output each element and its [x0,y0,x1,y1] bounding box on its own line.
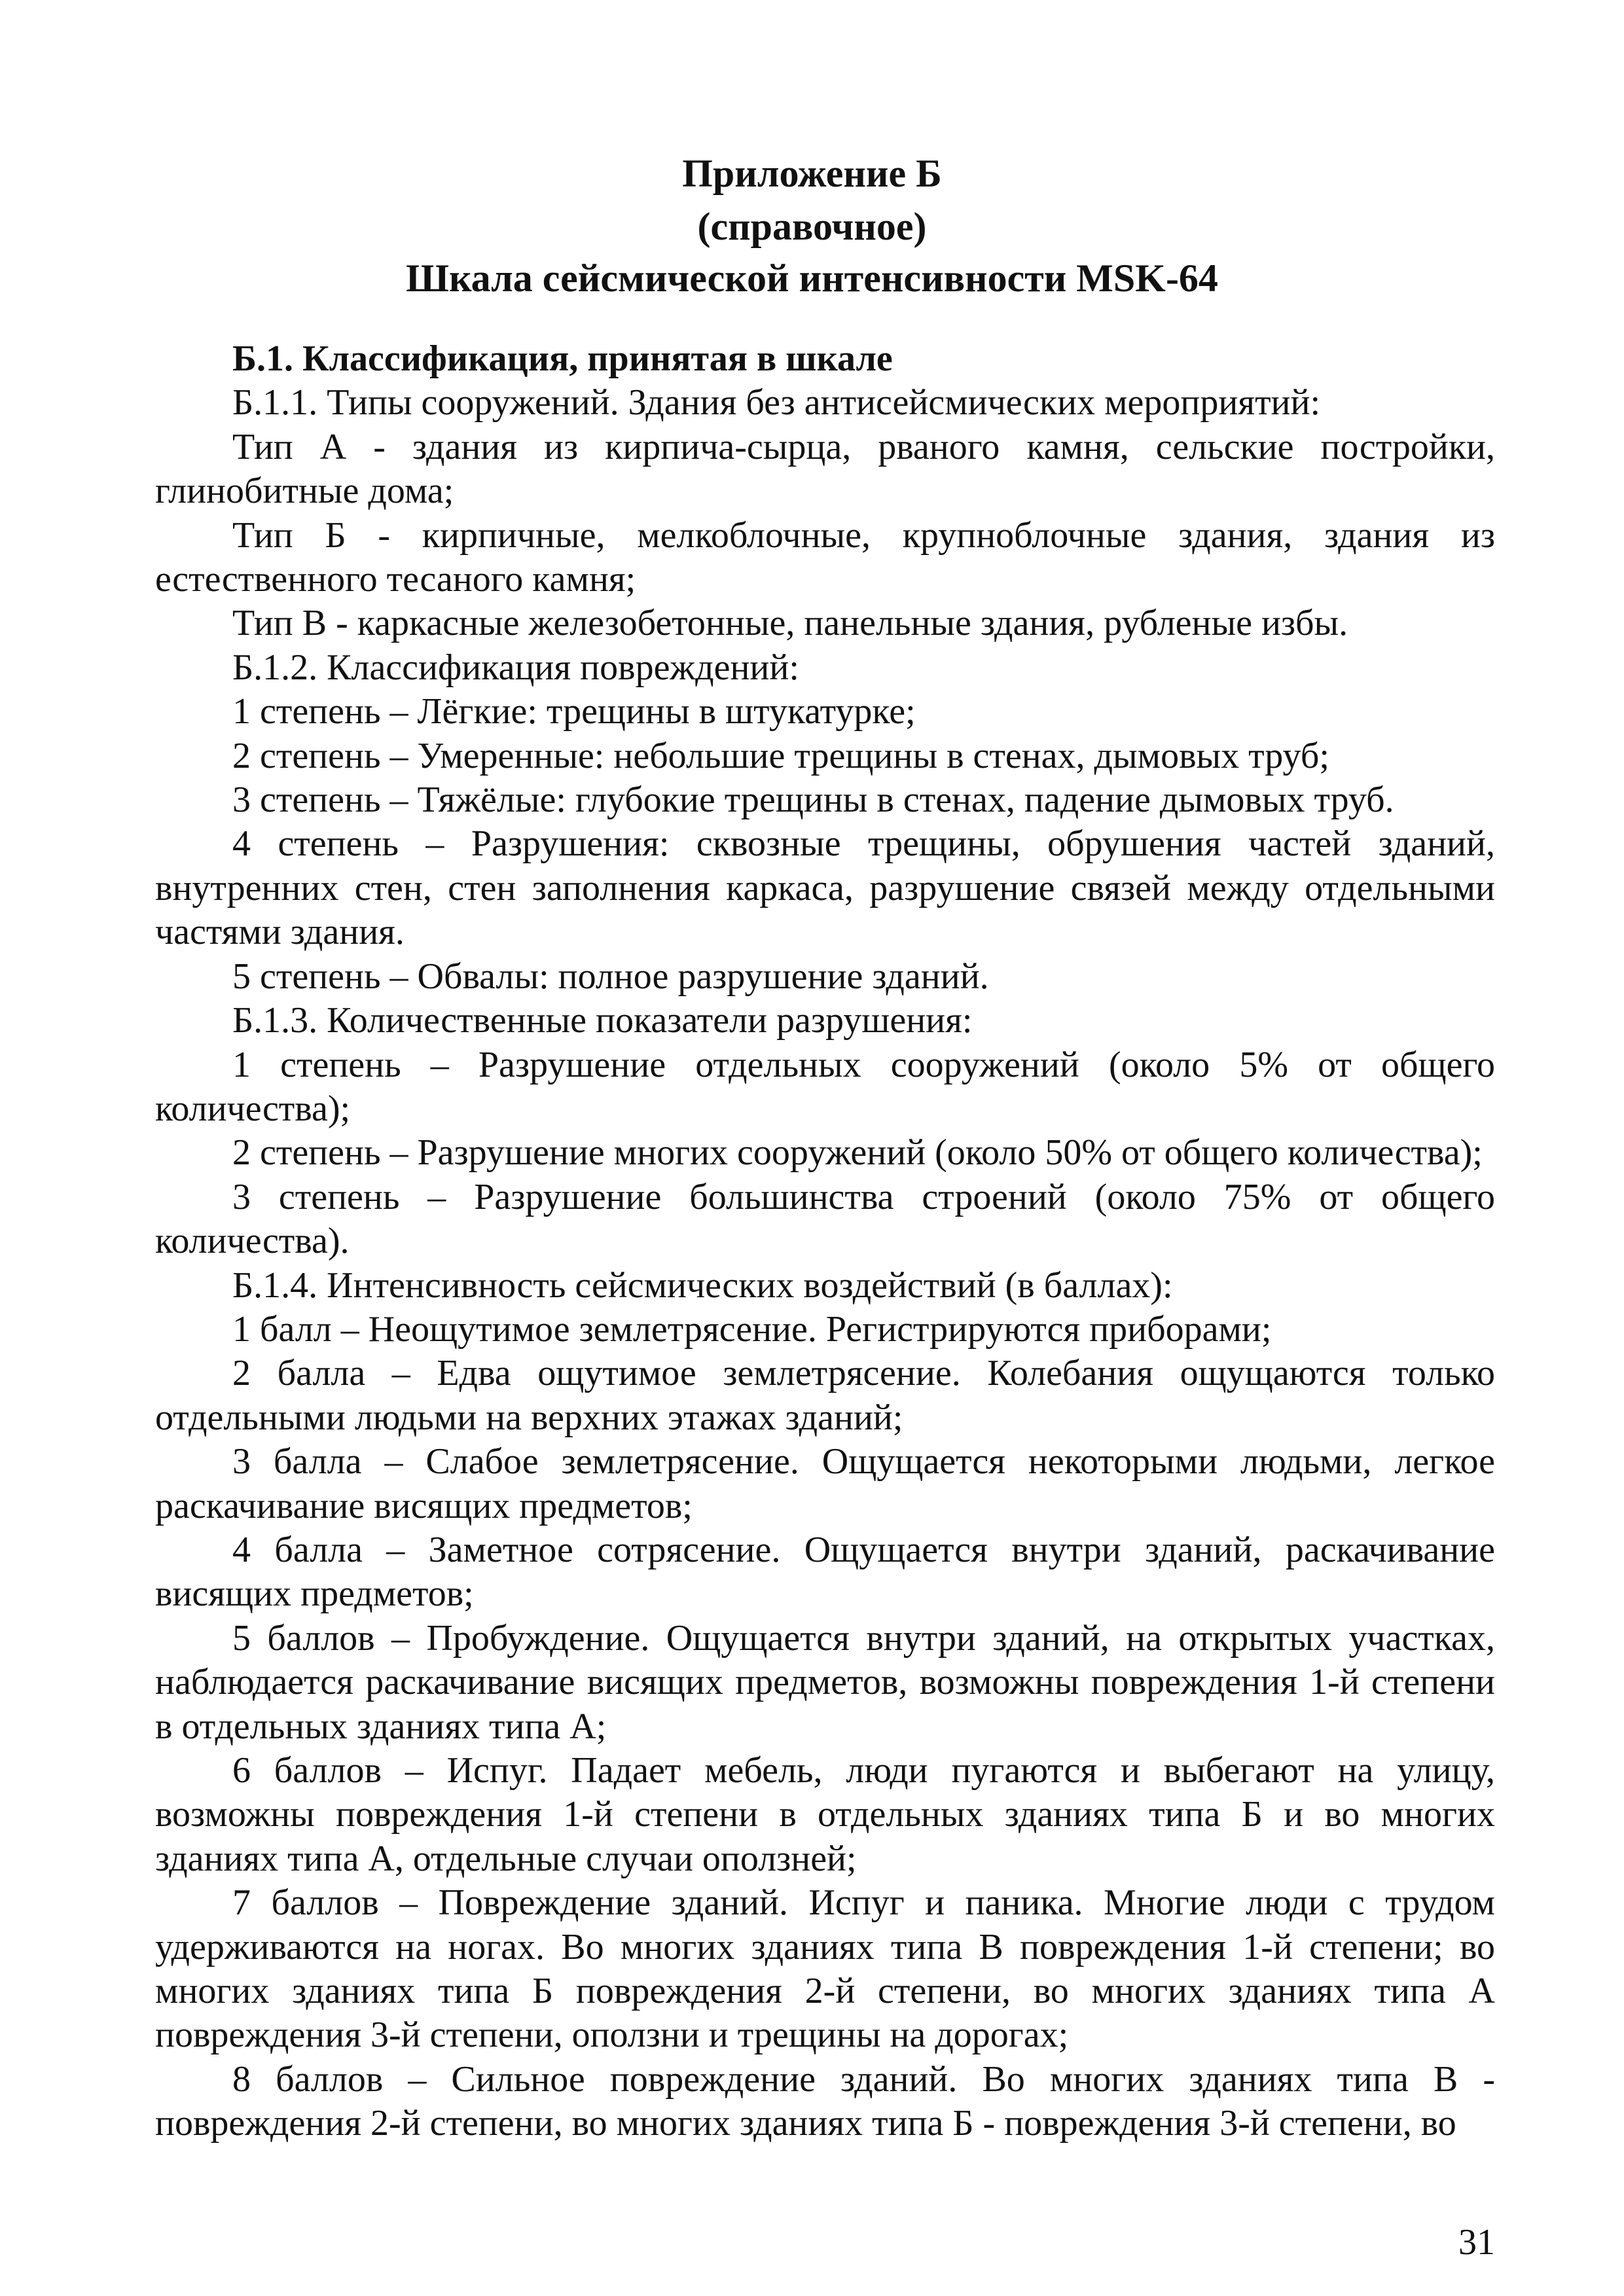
appendix-note: (справочное) [697,205,927,248]
paragraph: 1 степень – Лёгкие: трещины в штукатурке; [232,691,916,732]
paragraph: 3 степень – Разрушение большинства строений (около 75% от общего количества). [155,1176,1495,1262]
paragraph: 5 баллов – Пробуждение. Ощущается внутри зданий, на открытых участках, наблюдается раскачивание висящих предметов, возможны повреждения 1-й степени в отдельных зданиях типа А; [155,1617,1495,1747]
appendix-title: Шкала сейсмической интенсивности MSK-64 [406,257,1218,300]
appendix-heading: Приложение Б [682,152,942,195]
paragraph: Б.1.2. Классификация повреждений: [232,647,799,688]
paragraph: 4 балла – Заметное сотрясение. Ощущается внутри зданий, раскачивание висящих предметов; [155,1529,1495,1615]
paragraph: Тип Б - кирпичные, мелкоблочные, крупноблочные здания, здания из естественного тесаного камня; [155,514,1495,600]
paragraph: 1 балл – Неощутимое землетрясение. Регистрируются приборами; [232,1308,1272,1350]
paragraph: 3 степень – Тяжёлые: глубокие трещины в стенах, падение дымовых труб. [232,780,1394,821]
paragraph: 2 степень – Умеренные: небольшие трещины в стенах, дымовых труб; [232,735,1329,776]
page-number: 31 [1458,2222,1495,2263]
paragraph: 7 баллов – Повреждение зданий. Испуг и паника. Многие люди с трудом удерживаются на ногах. Во многих зданиях типа В повреждения 1-й степени; во многих зданиях типа Б повреждения 2-й степени, во многих зданиях типа А повреждения 3-й степени, оползни и трещины на дорогах; [155,1882,1495,2056]
paragraph: 4 степень – Разрушения: сквозные трещины, обрушения частей зданий, внутренних стен, стен заполнения каркаса, разрушение связей между отдельными частями здания. [155,823,1495,953]
section-heading: Б.1. Классификация, принятая в шкале [232,338,893,379]
paragraph: 6 баллов – Испуг. Падает мебель, люди пугаются и выбегают на улицу, возможны повреждения 1-й степени в отдельных зданиях типа Б и во многих зданиях типа А, отдельные случаи оползней; [155,1750,1495,1879]
paragraph: 2 степень – Разрушение многих сооружений (около 50% от общего количества); [232,1132,1483,1174]
paragraph: Тип А - здания из кирпича-сырца, рваного камня, сельские постройки, глинобитные дома; [155,426,1495,512]
paragraph: 3 балла – Слабое землетрясение. Ощущается некоторыми людьми, легкое раскачивание висящих предметов; [155,1441,1495,1526]
paragraph: Б.1.3. Количественные показатели разрушения: [232,1000,973,1041]
paragraph: Тип В - каркасные железобетонные, панельные здания, рубленые избы. [232,603,1348,644]
paragraph: 5 степень – Обвалы: полное разрушение зданий. [232,956,989,997]
document-body [155,337,1495,2146]
paragraph: Б.1.1. Типы сооружений. Здания без антисейсмических мероприятий: [232,382,1321,423]
paragraph: Б.1.4. Интенсивность сейсмических воздействий (в баллах): [232,1265,1173,1306]
paragraph: 1 степень – Разрушение отдельных сооружений (около 5% от общего количества); [155,1044,1495,1129]
paragraph: 8 баллов – Сильное повреждение зданий. Во многих зданиях типа В - повреждения 2-й степени, во многих зданиях типа Б - повреждения 3-й степени, во [155,2058,1495,2144]
paragraph: 2 балла – Едва ощутимое землетрясение. Колебания ощущаются только отдельными людьми на верхних этажах зданий; [155,1353,1495,1438]
